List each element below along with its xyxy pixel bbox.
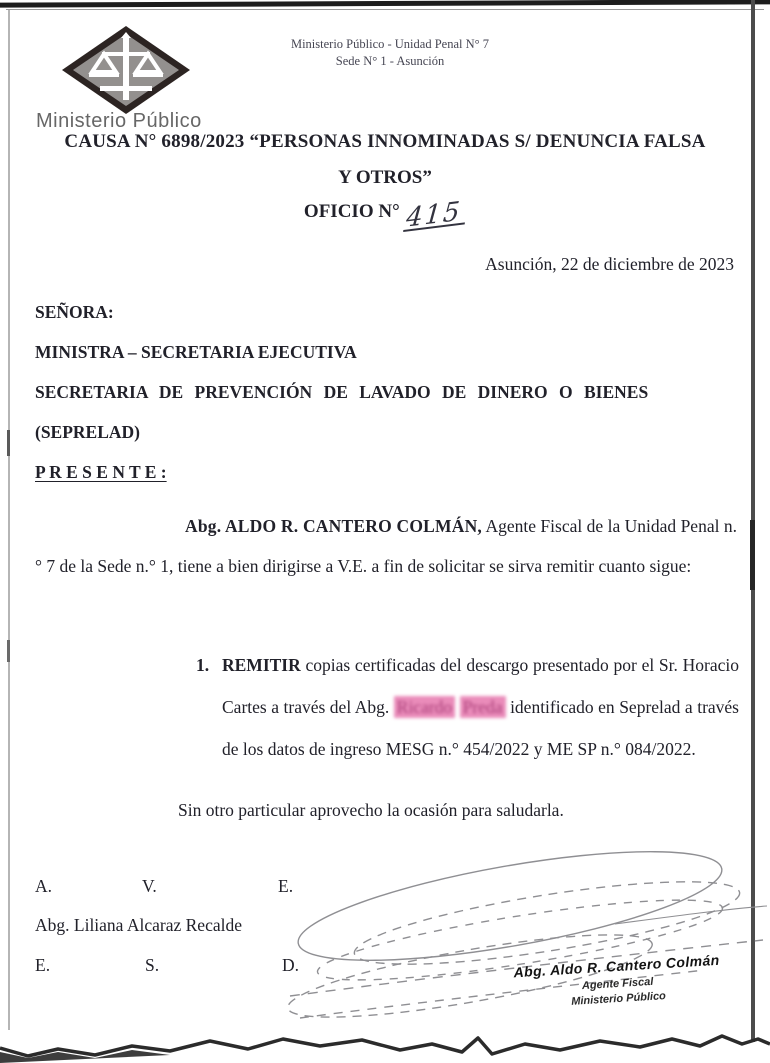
item-verb: REMITIR	[222, 655, 301, 675]
office-line-1: Ministerio Público - Unidad Penal N° 7	[290, 37, 490, 51]
item-text-before: copias certificadas del descargo presentado por el Sr. Horacio Cartes a través del Abg.	[222, 655, 739, 717]
stamp-title: Agente Fiscal	[581, 975, 654, 993]
footer-letter-e: E.	[278, 876, 294, 896]
scan-edge-right-mark	[750, 520, 755, 590]
addressee-block	[35, 302, 737, 502]
addressee-institution: SECRETARIA DE PREVENCIÓN DE LAVADO DE DINERO O BIENES	[35, 382, 649, 402]
scales-of-justice-icon	[62, 26, 190, 114]
scan-edge-left-mark	[7, 640, 10, 662]
footer-letter-d: D.	[282, 955, 300, 975]
oficio-number-handwritten: 415	[404, 200, 467, 232]
scan-edge-left	[8, 10, 10, 1030]
item-text-after: identificado en Seprelad a través de los datos de ingreso MESG n.° 454/2022 y ME SP n.° 084/2022.	[222, 697, 739, 759]
stamp-org: Ministerio Público	[570, 990, 667, 1008]
presente-label: P R E S E N T E :	[35, 462, 167, 482]
torn-paper-edge	[0, 1008, 770, 1063]
redacted-first-name: Ricardo	[394, 696, 455, 718]
closing-sentence: Sin otro particular aprovecho la ocasión para saludarla.	[178, 800, 564, 820]
office-line-2: Sede N° 1 - Asunción	[335, 54, 445, 68]
logo-caption: Ministerio Público	[36, 110, 202, 132]
scan-edge-left-mark	[7, 430, 10, 456]
causa-line-1: CAUSA N° 6898/2023 “PERSONAS INNOMINADAS S/ DENUNCIA FALSA	[64, 131, 706, 152]
footer-letter-v: V.	[142, 876, 157, 896]
office-header	[230, 36, 550, 70]
oficio-line	[20, 196, 750, 234]
redacted-last-name: Preda	[460, 696, 506, 718]
item-number: 1.	[196, 655, 210, 675]
oficio-label: OFICIO N°	[303, 201, 400, 222]
addressee-institution-acronym: (SEPRELAD)	[35, 422, 141, 442]
stamp-name: Abg. Aldo R. Cantero Colmán	[513, 951, 720, 981]
request-item-1	[196, 644, 739, 770]
ministerio-publico-logo	[62, 26, 190, 119]
scan-edge-top-thin	[6, 9, 764, 10]
scan-edge-top	[0, 0, 770, 8]
footer-letter-a: A.	[35, 876, 53, 896]
causa-line-2: Y OTROS”	[338, 167, 432, 188]
addressee-title: MINISTRA – SECRETARIA EJECUTIVA	[35, 342, 357, 362]
footer-letter-s: S.	[145, 955, 160, 975]
body-intro-text: Agente Fiscal de la Unidad Penal n.° 7 de la Sede n.° 1, tiene a bien dirigirse a V.E. a fin de solicitar se sirva remitir cuanto sigue:	[35, 516, 737, 576]
footer-addressee-name: Abg. Liliana Alcaraz Recalde	[35, 915, 242, 935]
fiscal-name-bold: Abg. ALDO R. CANTERO COLMÁN,	[185, 516, 482, 536]
date-line: Asunción, 22 de diciembre de 2023	[485, 254, 734, 274]
body-intro-paragraph	[35, 506, 737, 586]
addressee-salutation: SEÑORA:	[35, 302, 114, 322]
footer-letter-e2: E.	[35, 955, 51, 975]
